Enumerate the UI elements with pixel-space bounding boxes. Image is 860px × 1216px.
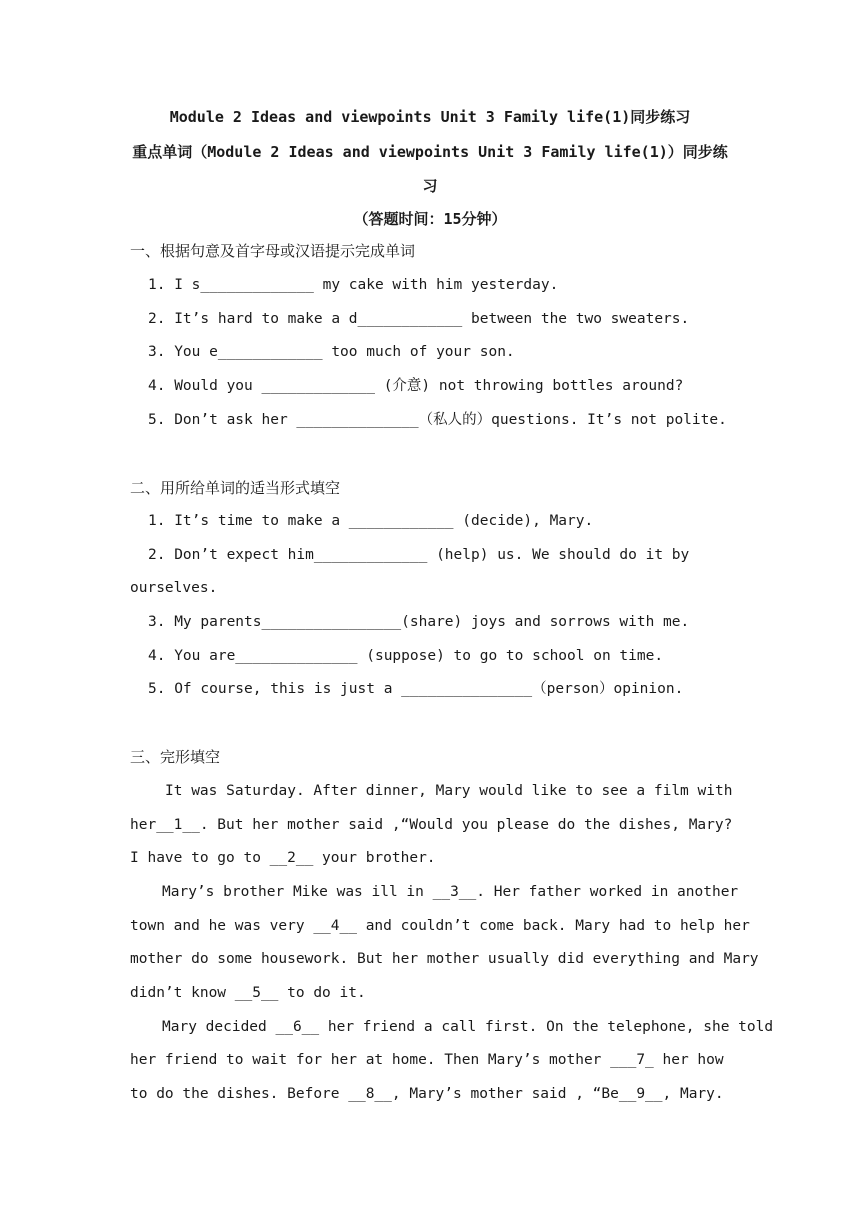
cloze-line-5: town and he was very __4__ and couldn’t come back. Mary had to help her — [130, 918, 750, 934]
cloze-line-10: to do the dishes. Before __8__, Mary’s mother said , “Be__9__, Mary. — [130, 1086, 724, 1102]
section2-heading: 二、用所给单词的适当形式填空 — [130, 479, 341, 497]
cloze-line-8: Mary decided __6__ her friend a call first. On the telephone, she told — [162, 1019, 774, 1035]
cloze-line-9: her friend to wait for her at home. Then Mary’s mother ___7_ her how — [130, 1052, 724, 1068]
section1-item-3: 3. You e____________ too much of your son. — [148, 344, 515, 360]
section1-item-1: 1. I s_____________ my cake with him yesterday. — [148, 277, 559, 293]
cloze-line-3: I have to go to __2__ your brother. — [130, 850, 436, 866]
section2-item-4: 4. You are______________ (suppose) to go to school on time. — [148, 648, 664, 664]
section1-item-5: 5. Don’t ask her ______________（私人的）questions. It’s not polite. — [148, 412, 727, 428]
section2-item-1: 1. It’s time to make a ____________ (decide), Mary. — [148, 513, 594, 529]
section2-item-2: 2. Don’t expect him_____________ (help) us. We should do it by — [148, 547, 690, 563]
title-line-3: 习 — [422, 177, 438, 195]
section1-heading: 一、根据句意及首字母或汉语提示完成单词 — [130, 242, 416, 260]
cloze-line-7: didn’t know __5__ to do it. — [130, 985, 366, 1001]
section1-item-4: 4. Would you _____________ (介意) not throwing bottles around? — [148, 378, 684, 394]
time-note: （答题时间：15分钟） — [353, 210, 507, 228]
cloze-line-6: mother do some housework. But her mother usually did everything and Mary — [130, 951, 759, 967]
section2-item-5: 5. Of course, this is just a _______________（person）opinion. — [148, 681, 684, 697]
section1-item-2: 2. It’s hard to make a d____________ between the two sweaters. — [148, 311, 690, 327]
cloze-line-4: Mary’s brother Mike was ill in __3__. Her father worked in another — [162, 884, 739, 900]
title-line-1: Module 2 Ideas and viewpoints Unit 3 Family life(1)同步练习 — [169, 108, 691, 126]
section3-heading: 三、完形填空 — [130, 748, 221, 766]
cloze-line-1: It was Saturday. After dinner, Mary would like to see a film with — [165, 783, 733, 799]
cloze-line-2: her__1__. But her mother said ,“Would you please do the dishes, Mary? — [130, 817, 733, 833]
section2-item-3: 3. My parents________________(share) joys and sorrows with me. — [148, 614, 690, 630]
title-line-2: 重点单词（Module 2 Ideas and viewpoints Unit 3 Family life(1)）同步练 — [132, 143, 728, 161]
section2-item-2-cont: ourselves. — [130, 580, 218, 596]
